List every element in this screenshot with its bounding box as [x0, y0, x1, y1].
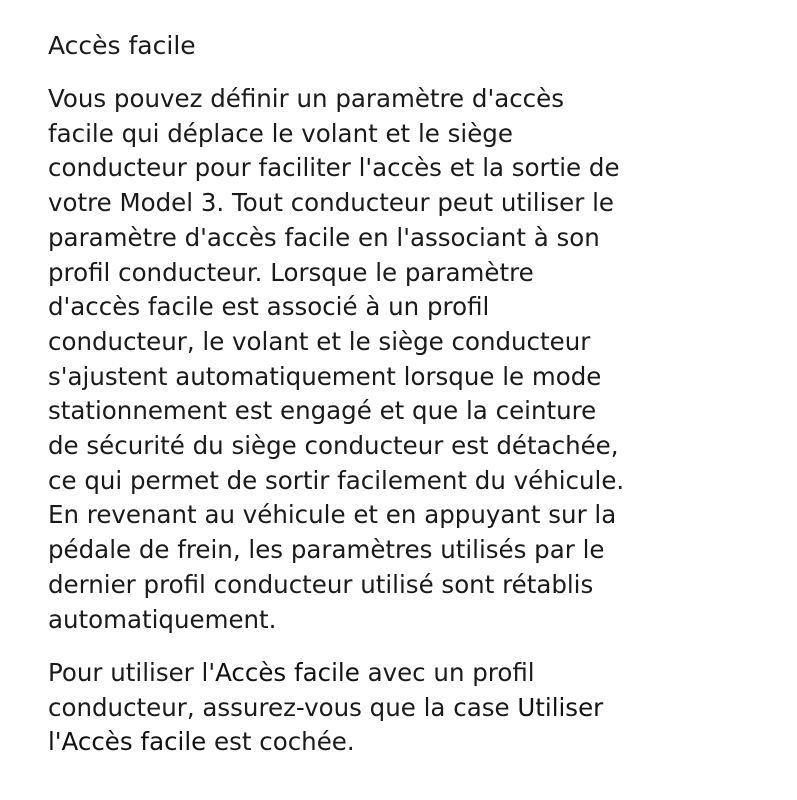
- paragraph-instructions: [48, 656, 603, 760]
- text-run: est cochée.: [206, 727, 355, 757]
- text-run: Pour utiliser l': [48, 658, 216, 687]
- text-line: automatiquement.: [48, 604, 277, 634]
- text-line: conducteur, le volant et le siège conducteur: [48, 326, 591, 356]
- text-line: s'ajustent automatiquement lorsque le mode: [48, 361, 602, 391]
- text-run: conducteur, assurez-vous que la case: [48, 692, 518, 722]
- ui-term-acces-facile: Accès facile: [215, 658, 360, 687]
- text-line: d'accès facile est associé à un profil: [48, 292, 490, 322]
- text-line: facile qui déplace le volant et le siège: [48, 118, 513, 148]
- paragraph-description: [48, 82, 624, 637]
- text-line: votre Model 3. Tout conducteur peut utiliser le: [48, 188, 615, 218]
- ui-term-acces-facile-2: l'Accès facile: [48, 727, 207, 757]
- text-line: [48, 691, 603, 726]
- text-line: Vous pouvez définir un paramètre d'accès: [48, 84, 564, 113]
- text-line: ce qui permet de sortir facilement du véhicule.: [48, 465, 625, 495]
- text-line: [48, 725, 603, 760]
- ui-term-utiliser: Utiliser: [517, 692, 604, 722]
- text-line: profil conducteur. Lorsque le paramètre: [48, 257, 534, 287]
- text-line: paramètre d'accès facile en l'associant à son: [48, 222, 600, 252]
- text-line: [48, 656, 603, 691]
- section-title: Accès facile: [48, 31, 196, 60]
- text-run: avec un profil: [359, 658, 535, 687]
- text-line: dernier profil conducteur utilisé sont rétablis: [48, 569, 594, 599]
- text-line: En revenant au véhicule et en appuyant sur la: [48, 500, 617, 530]
- text-line: conducteur pour faciliter l'accès et la sortie de: [48, 153, 620, 183]
- text-line: de sécurité du siège conducteur est détachée,: [48, 431, 619, 461]
- text-line: stationnement est engagé et que la ceinture: [48, 396, 597, 426]
- text-line: pédale de frein, les paramètres utilisés par le: [48, 535, 605, 565]
